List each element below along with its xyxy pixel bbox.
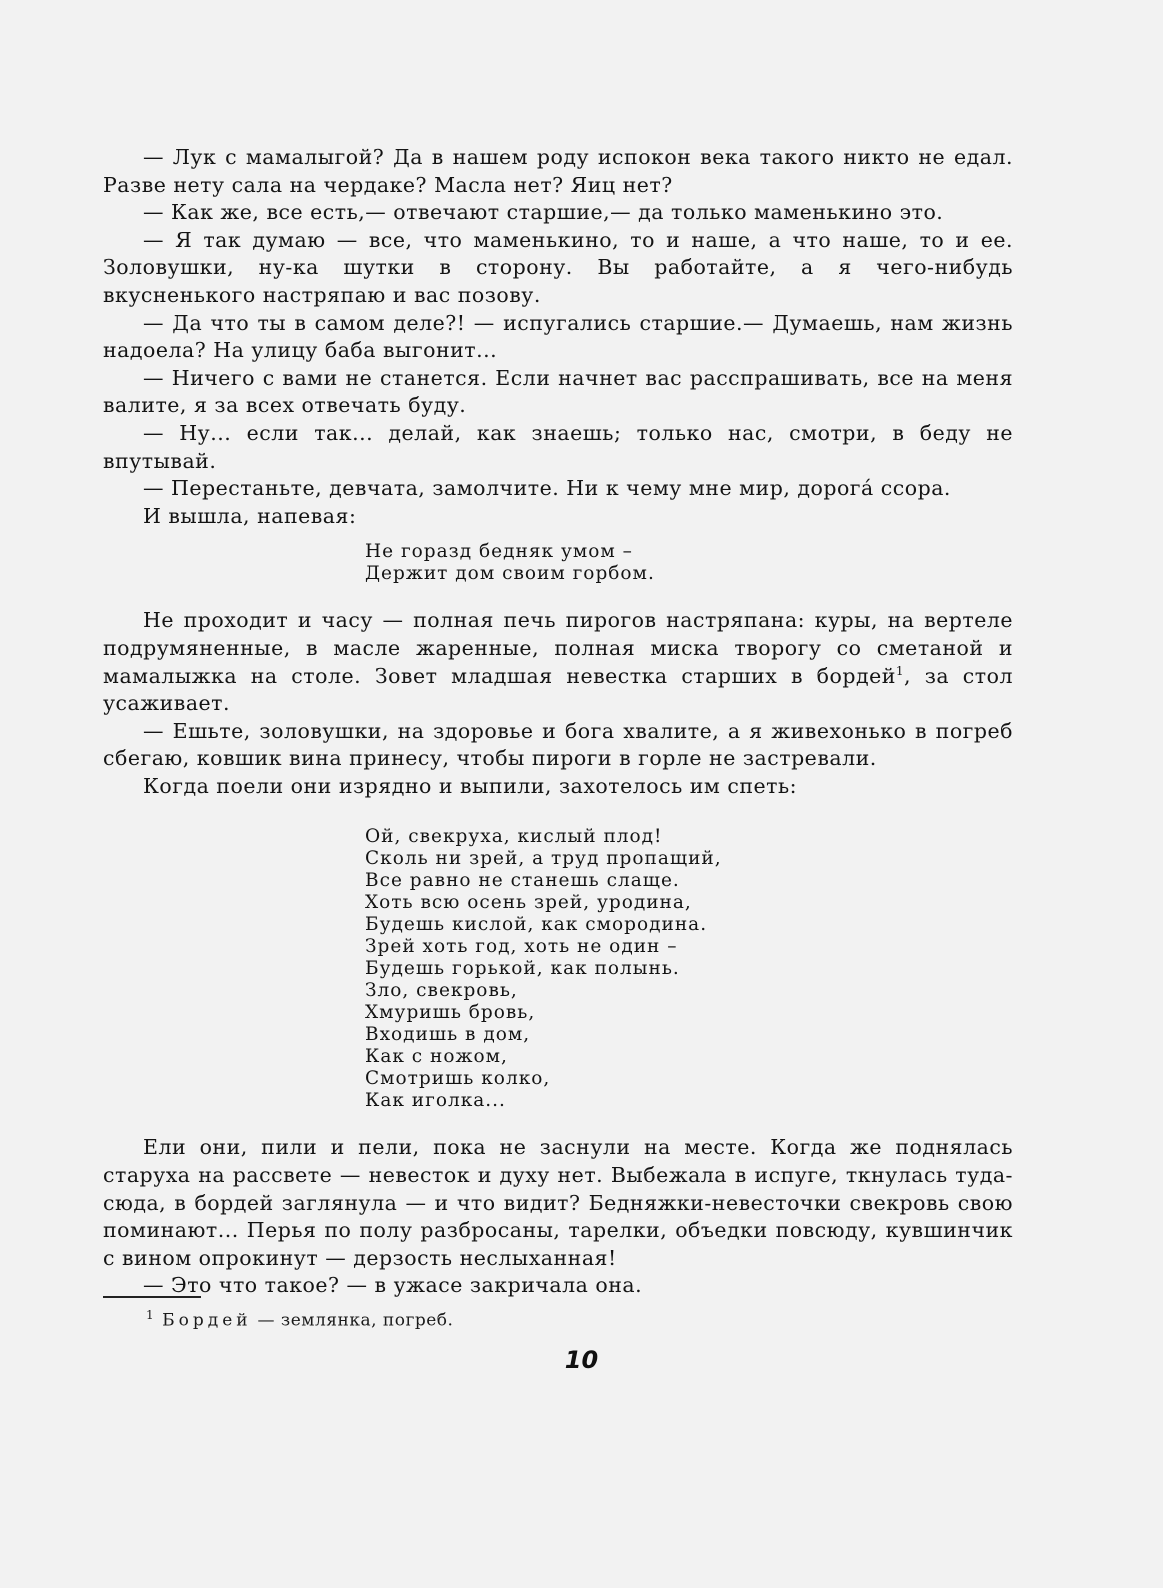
paragraph: — Ничего с вами не станется. Если начнет вас расспрашивать, все на меня валите, я за всех отвечать буду. bbox=[103, 365, 1013, 418]
verse-line: Хоть всю осень зрей, уродина, bbox=[365, 892, 692, 914]
verse-line: Входишь в дом, bbox=[365, 1024, 531, 1046]
verse-line: Зрей хоть год, хоть не один – bbox=[365, 936, 678, 958]
verse-line: Ой, свекруха, кислый плод! bbox=[365, 826, 663, 848]
paragraph: Когда поели они изрядно и выпили, захотелось им спеть: bbox=[143, 773, 798, 798]
paragraph: — Я так думаю — все, что маменькино, то и наше, а что наше, то и ее. Золовушки, ну-ка шутки в сторону. Вы работайте, а я чего-нибудь вкусненького настряпаю и вас позову. bbox=[103, 227, 1013, 307]
paragraph: — Как же, все есть,— отвечают старшие,— да только маменькино это. bbox=[143, 200, 944, 225]
paragraph-text: Не проходит и часу — полная печь пирогов настряпана: куры, на вертеле подрумяненные, в масле жаренные, полная миска творогу со сметаной и мамалыжка на столе. Зовет младшая невестка старших в бордей bbox=[103, 608, 1013, 688]
footnote bbox=[146, 1308, 453, 1331]
footnote-divider bbox=[103, 1296, 201, 1298]
paragraph: — Это что такое? — в ужасе закричала она. bbox=[143, 1273, 643, 1298]
paragraph: Ели они, пили и пели, пока не заснули на месте. Когда же поднялась старуха на рассвете — невесток и духу нет. Выбежала в испуге, ткнулась туда-сюда, в бордей заглянула — и что видит? Бедняжки-невесточки свекровь свою поминают... Перья по полу разбросаны, тарелки, объедки повсюду, кувшинчик с вином опрокинут — дерзость неслыханная! bbox=[103, 1135, 1013, 1270]
verse-line: Зло, свекровь, bbox=[365, 980, 518, 1002]
page-number: 10 bbox=[564, 1346, 599, 1374]
paragraph: — Лук с мамалыгой? Да в нашем роду испокон века такого никто не едал. Разве нету сала на чердаке? Масла нет? Яиц нет? bbox=[103, 145, 1013, 197]
verse-line: Держит дом своим горбом. bbox=[365, 563, 655, 585]
footnote-definition: — землянка, погреб. bbox=[251, 1310, 454, 1331]
footnote-mark: 1 bbox=[146, 1308, 155, 1322]
verse-line: Будешь кислой, как смородина. bbox=[365, 914, 708, 936]
footnote-reference[interactable]: 1 bbox=[895, 663, 905, 678]
paragraph: И вышла, напевая: bbox=[143, 503, 357, 528]
paragraph: — Ну... если так... делай, как знаешь; только нас, смотри, в беду не впутывай. bbox=[103, 420, 1013, 473]
verse-line: Все равно не станешь слаще. bbox=[365, 870, 680, 892]
paragraph: — Да что ты в самом деле?! — испугались старшие.— Думаешь, нам жизнь надоела? На улицу баба выгонит... bbox=[103, 310, 1013, 363]
paragraph: — Перестаньте, девчата, замолчите. Ни к чему мне мир, дорога́ ссора. bbox=[143, 476, 951, 501]
verse-line: Смотришь колко, bbox=[365, 1068, 551, 1090]
verse-line: Как иголка... bbox=[365, 1090, 506, 1112]
verse-line: Сколь ни зрей, а труд пропащий, bbox=[365, 848, 722, 870]
verse-line: Не горазд бедняк умом – bbox=[365, 541, 633, 563]
main-text bbox=[103, 144, 1013, 1300]
verse-line: Будешь горькой, как полынь. bbox=[365, 958, 680, 980]
paragraph-with-footnote bbox=[103, 607, 1013, 717]
verse-line: Хмуришь бровь, bbox=[365, 1002, 536, 1024]
paragraph-text-tail: , за стол усаживает. bbox=[103, 663, 1013, 716]
paragraph: — Ешьте, золовушки, на здоровье и бога хвалите, а я живехонько в погреб сбегаю, ковшик вина принесу, чтобы пироги в горле не застревали. bbox=[103, 718, 1013, 771]
verse-block-1 bbox=[103, 541, 1013, 585]
footnote-term: Бордей bbox=[162, 1310, 252, 1331]
verse-block-2 bbox=[103, 826, 1013, 1112]
verse-line: Как с ножом, bbox=[365, 1046, 508, 1068]
